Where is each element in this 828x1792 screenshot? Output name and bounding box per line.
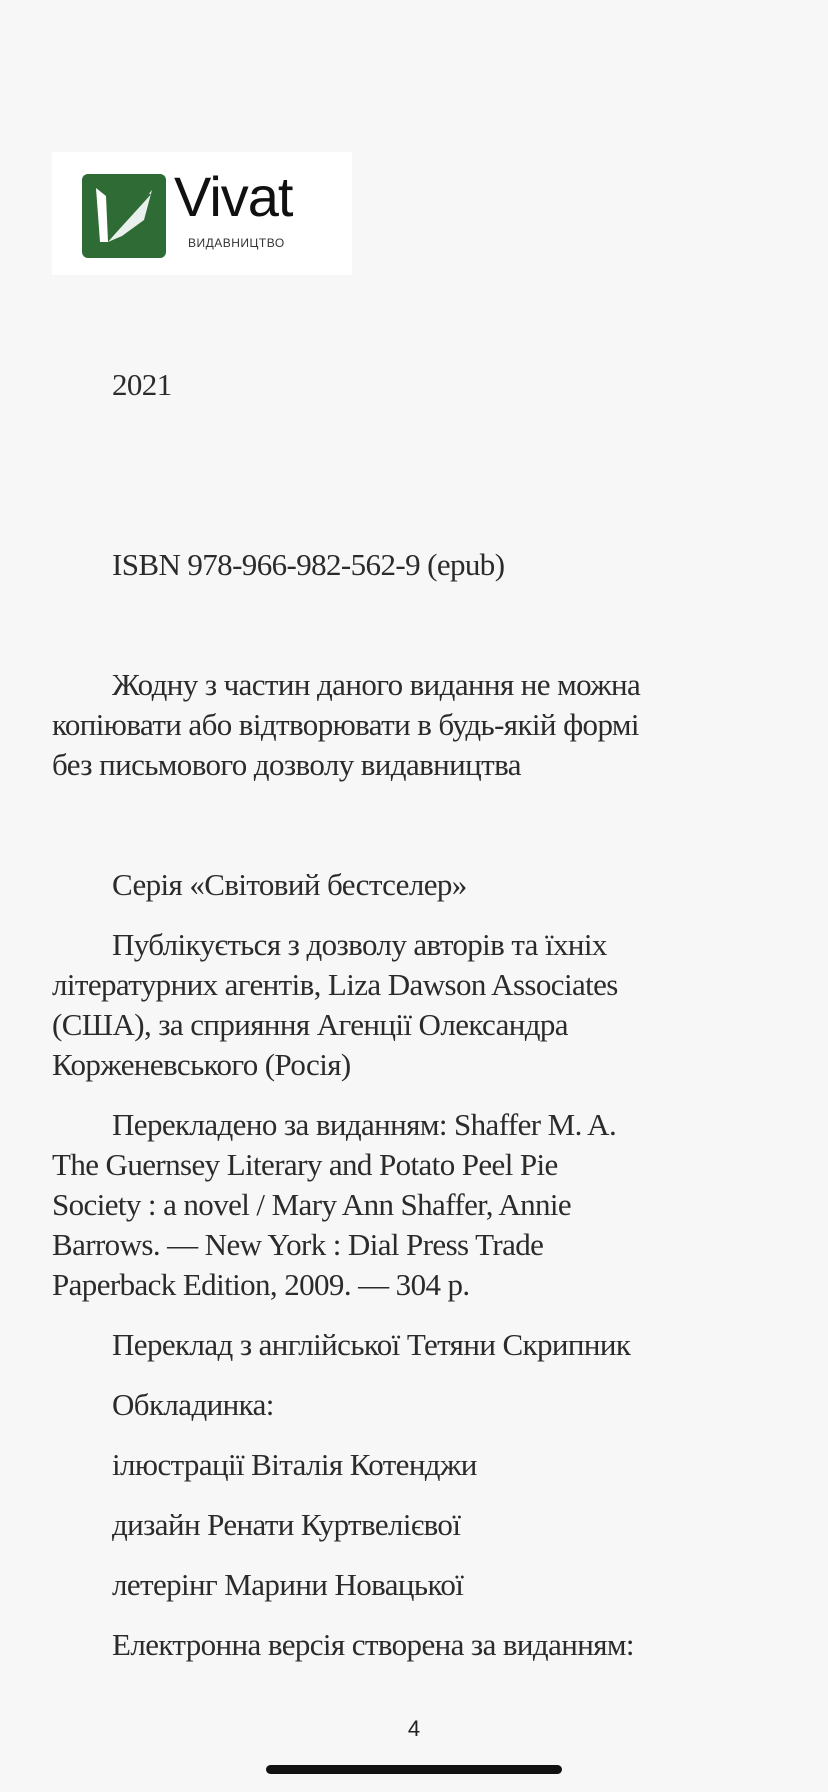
design-paragraph: [52, 1505, 792, 1545]
line: дизайн Ренати Куртвелієвої: [112, 1507, 461, 1542]
page-number: 4: [407, 1716, 421, 1741]
line: Society : a novel / Mary Ann Shaffer, Annie: [52, 1187, 572, 1222]
line: ілюстрації Віталія Котенджи: [112, 1447, 477, 1482]
series-paragraph: [52, 865, 792, 905]
line: Barrows. — New York : Dial Press Trade: [52, 1227, 544, 1262]
line: Публікується з дозволу авторів та їхніх: [112, 927, 607, 962]
permission-paragraph: [52, 925, 792, 1085]
line: летерінг Марини Новацької: [112, 1567, 464, 1602]
line: ISBN 978-966-982-562-9 (epub): [112, 547, 505, 582]
line: Обкладинка:: [112, 1387, 274, 1422]
logo-subtitle: ВИДАВНИЦТВО: [188, 236, 285, 250]
publisher-logo: [52, 152, 352, 275]
line: Серія «Світовий бестселер»: [112, 867, 467, 902]
line: 2021: [112, 367, 172, 402]
line: Жодну з частин даного видання не можна: [112, 667, 641, 702]
home-indicator[interactable]: [266, 1765, 562, 1774]
isbn-paragraph: [52, 545, 792, 585]
line: Перекладено за виданням: Shaffer M. A.: [112, 1107, 617, 1142]
line: The Guernsey Literary and Potato Peel Pie: [52, 1147, 558, 1182]
electronic-version-paragraph: [52, 1625, 792, 1665]
line: Електронна версія створена за виданням:: [112, 1627, 634, 1662]
copyright-paragraph: [52, 665, 792, 785]
line: Корженевського (Росія): [52, 1047, 351, 1082]
lettering-paragraph: [52, 1565, 792, 1605]
feather-logo-icon: [82, 174, 166, 258]
source-edition-paragraph: [52, 1105, 792, 1305]
logo-wordmark: Vivat: [174, 165, 293, 228]
cover-paragraph: [52, 1385, 792, 1425]
line: без письмового дозволу видавництва: [52, 747, 521, 782]
illustrations-paragraph: [52, 1445, 792, 1485]
line: копіювати або відтворювати в будь-якій формі: [52, 707, 639, 742]
line: літературних агентів, Liza Dawson Associates: [52, 967, 618, 1002]
translator-paragraph: [52, 1325, 792, 1365]
line: (США), за сприяння Агенції Олександра: [52, 1007, 568, 1042]
line: Paperback Edition, 2009. — 304 p.: [52, 1267, 470, 1302]
year-paragraph: [52, 365, 792, 405]
line: Переклад з англійської Тетяни Скрипник: [112, 1327, 631, 1362]
